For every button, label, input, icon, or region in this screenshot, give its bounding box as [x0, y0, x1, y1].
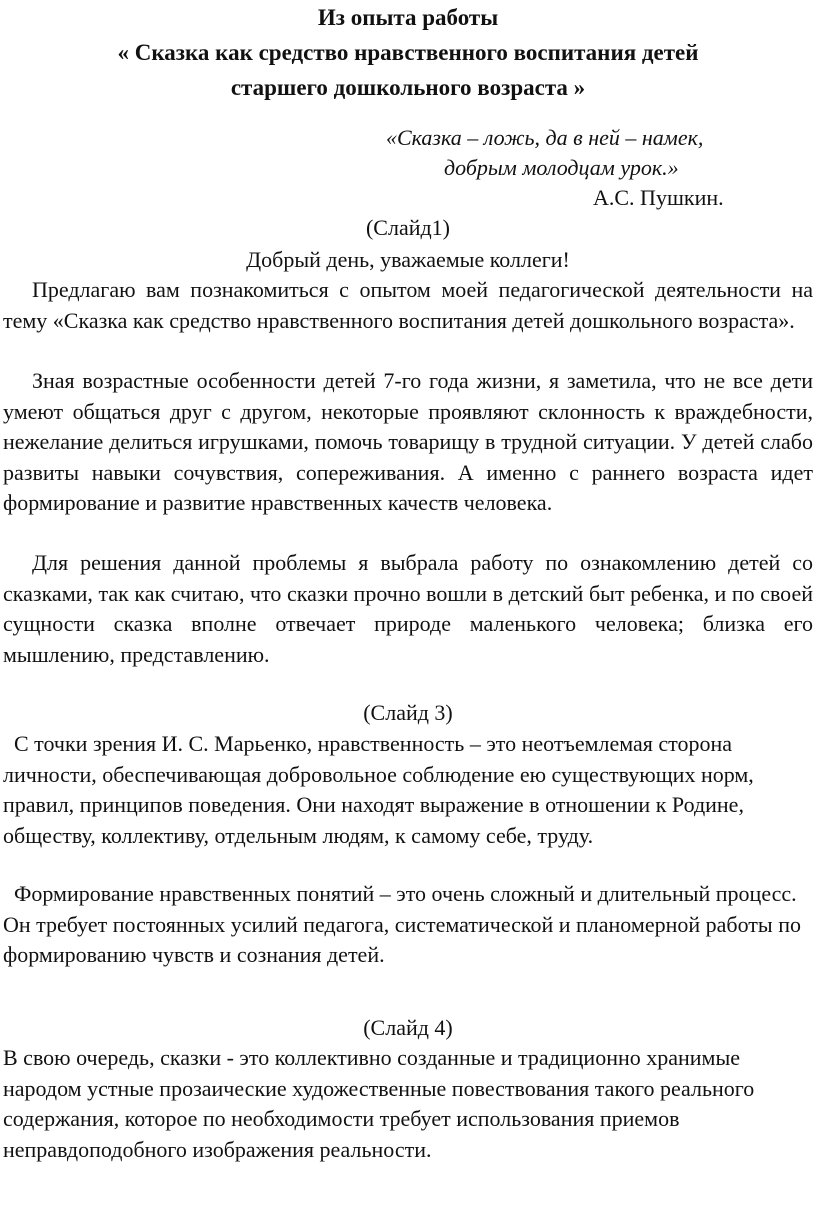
paragraph-5: Формирование нравственных понятий – это очень сложный и длительный процесс. Он требует постоянных усилий педагога, систематической и планомерной работы по формированию чувств и сознания детей. — [3, 881, 807, 967]
title-line-3: старшего дошкольного возраста » — [230, 75, 586, 100]
slide-3-label: (Слайд 3) — [363, 700, 453, 725]
slide-4-label: (Слайд 4) — [363, 1015, 453, 1040]
paragraph-4: С точки зрения И. С. Марьенко, нравственность – это неотъемлемая сторона личности, обеспечивающая добровольное соблюдение ею существующих норм, правил, принципов поведения. Они находят выражение в отношении к Родине, обществу, коллективу, отдельным людям, к самому себе, труду. — [3, 731, 760, 848]
paragraph-3: Для решения данной проблемы я выбрала работу по ознакомлению детей со сказками, так как считаю, что сказки прочно вошли в детский быт ребенка, и по своей сущности сказка вполне отвечает природе маленького человека; близка его мышлению, представлению. — [3, 550, 813, 667]
paragraph-2: Зная возрастные особенности детей 7-го года жизни, я заметила, что не все дети умеют общаться друг с другом, некоторые проявляют склонность к враждебности, нежелание делиться игрушками, помочь товарищу в трудной ситуации. У детей слабо развиты навыки сочувствия, сопереживания. А именно с раннего возраста идет формирование и развитие нравственных качеств человека. — [3, 368, 813, 515]
greeting: Добрый день, уважаемые коллеги! — [246, 247, 570, 272]
paragraph-6: В свою очередь, сказки - это коллективно созданные и традиционно хранимые народом устные прозаические художественные повествования такого реального содержания, которое по необходимости требует использования приемов неправдоподобного изображения реальности. — [3, 1045, 755, 1162]
epigraph-line-1: «Сказка – ложь, да в ней – намек, — [386, 125, 704, 150]
title-line-1: Из опыта работы — [317, 5, 499, 30]
epigraph-line-2: добрым молодцам урок.» — [444, 155, 679, 180]
title-line-2: « Сказка как средство нравственного воспитания детей — [117, 40, 699, 65]
paragraph-1: Предлагаю вам познакомиться с опытом моей педагогической деятельности на тему «Сказка как средство нравственного воспитания детей дошкольного возраста». — [3, 277, 813, 333]
slide-1-label: (Слайд1) — [365, 215, 451, 240]
epigraph-author: А.С. Пушкин. — [593, 185, 724, 210]
